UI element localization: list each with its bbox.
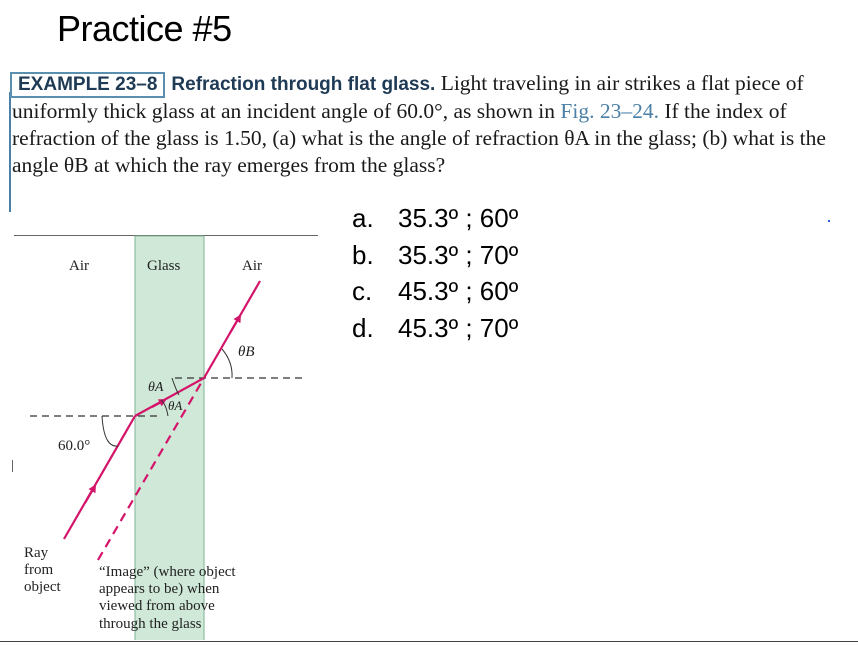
label-ray-line-1: Ray [24, 545, 49, 561]
label-image-line-3: viewed from above [99, 598, 215, 614]
slide-title: Practice #5 [57, 8, 232, 49]
choice-text: 45.3º ; 60º [398, 276, 519, 306]
label-theta-b: θB [238, 344, 255, 360]
label-air-right: Air [242, 258, 262, 274]
choice-letter: b. [352, 239, 374, 270]
figure-reference: Fig. 23–24. [560, 99, 659, 123]
choice-letter: c. [352, 276, 373, 306]
choice-letter: a. [352, 203, 374, 233]
label-theta-a-inner: θA [168, 398, 183, 413]
label-image-line-2: appears to be) when [99, 581, 220, 597]
example-tag: EXAMPLE 23–8 [10, 72, 165, 98]
label-theta-a-top: θA [148, 380, 164, 395]
label-ray-line-2: from [24, 562, 54, 578]
label-ray-line-3: object [24, 579, 61, 595]
example-heading: Refraction through flat glass. [171, 74, 436, 95]
example-accent-rule [9, 92, 11, 212]
refraction-figure [0, 225, 340, 640]
label-image [99, 564, 239, 632]
example-body-1: Light traveling in air strikes a flat piece of uniformly thick glass at an incident angle of 60.0°, as shown in [12, 71, 804, 123]
label-ray-from-object [24, 545, 61, 595]
angle-arc-incident [102, 416, 118, 446]
label-glass: Glass [147, 258, 181, 274]
incident-ray-arrow [85, 486, 95, 503]
angle-arc-theta-b [222, 349, 232, 378]
incident-ray [64, 416, 135, 539]
example-body-2: If the index of refraction of the glass is 1.50, (a) what is the angle of refraction θA in the glass; (b) what is the angle θB at which the ray emerges from the glass? [12, 99, 826, 177]
bottom-rule [0, 641, 858, 642]
label-image-line-4: through the glass [99, 616, 202, 632]
label-image-line-1: “Image” (where object [99, 564, 236, 580]
choice-text: 35.3º ; 60º [398, 203, 519, 233]
emergent-ray-arrow [230, 316, 240, 333]
choice-c[interactable] [352, 273, 518, 310]
choice-a[interactable] [352, 200, 518, 237]
label-incident-angle: 60.0° [58, 438, 91, 454]
stray-mark [828, 220, 830, 222]
choice-b[interactable] [352, 237, 518, 274]
label-air-left: Air [69, 258, 89, 274]
choice-d[interactable] [352, 310, 518, 347]
example-text [12, 70, 842, 179]
choice-text: 35.3º ; 70º [398, 239, 519, 270]
choice-text: 45.3º ; 70º [398, 312, 519, 343]
choice-letter: d. [352, 312, 374, 343]
answer-choices [352, 200, 518, 346]
